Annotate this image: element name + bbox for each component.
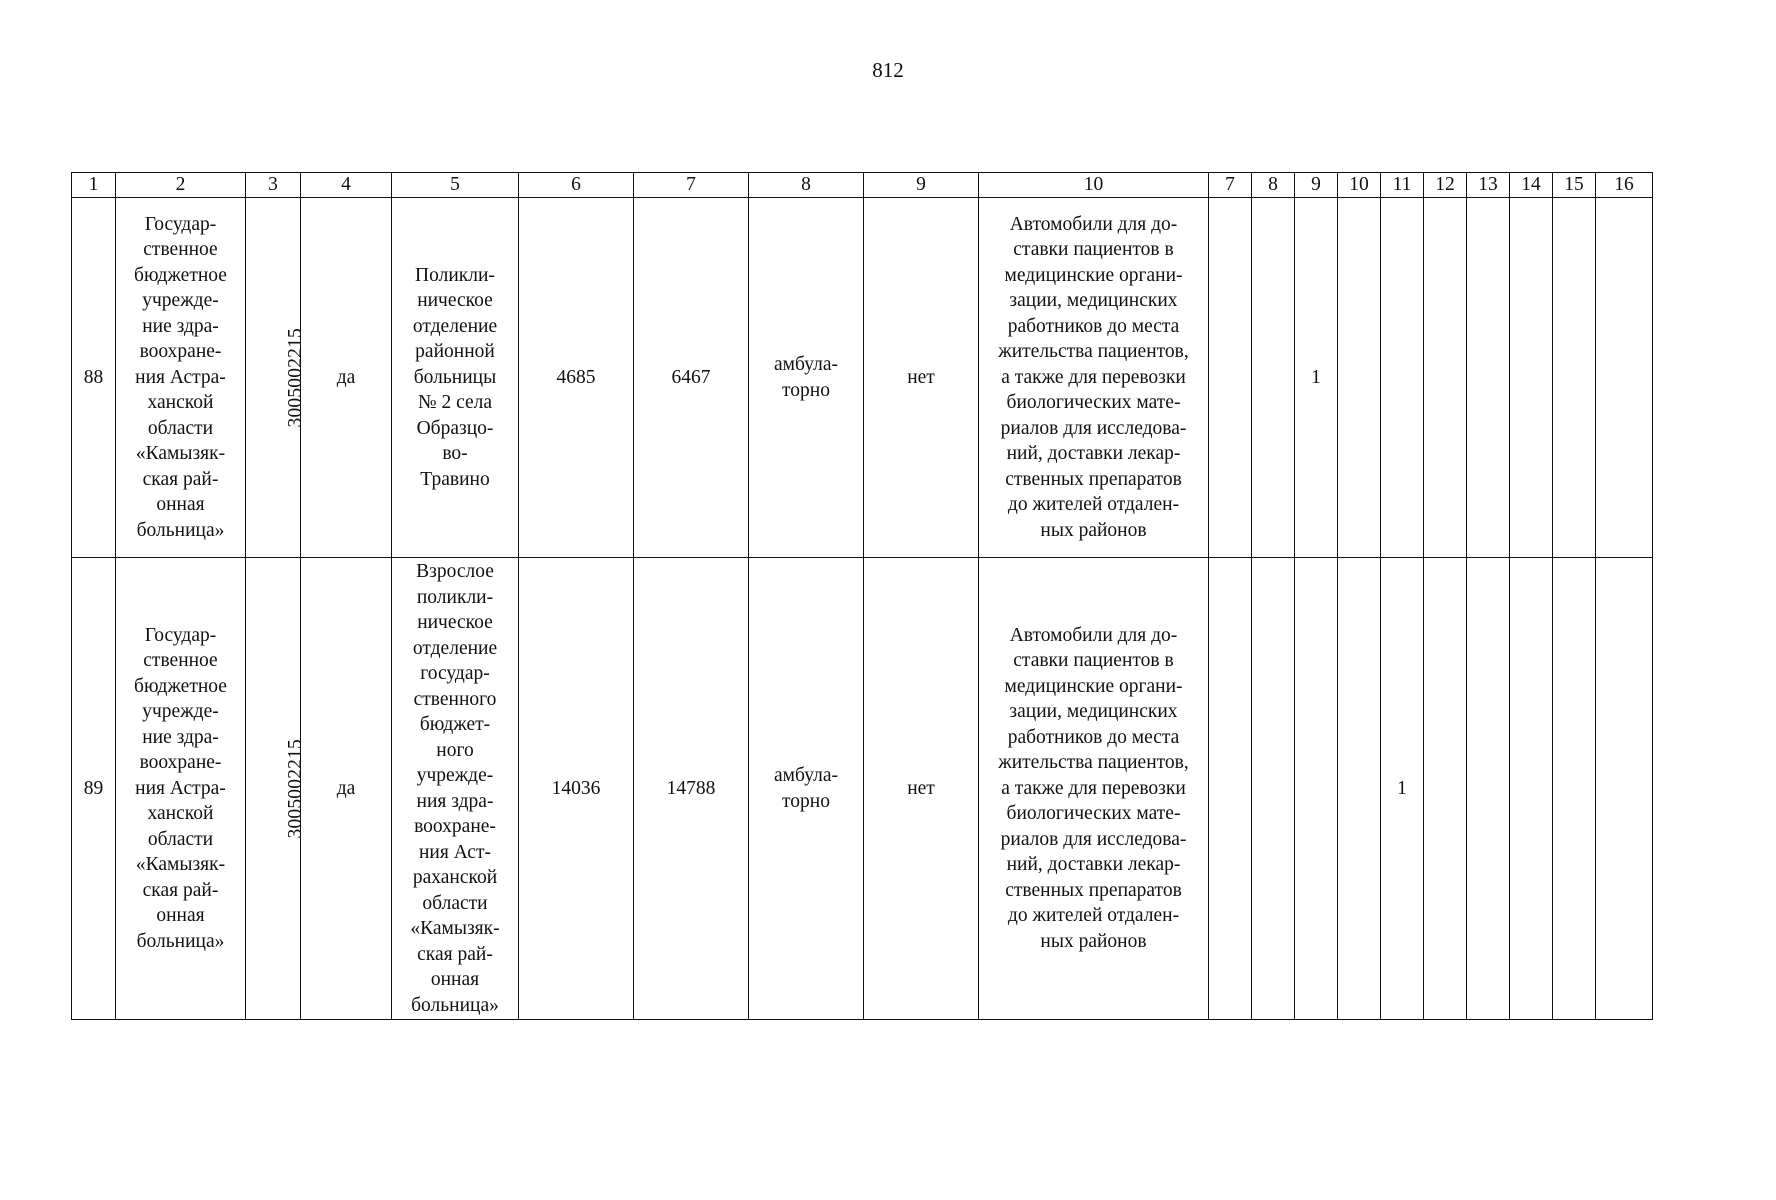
c14-cell <box>1510 198 1553 558</box>
value6-cell: 4685 <box>519 198 634 558</box>
c8-cell <box>1252 558 1295 1020</box>
c10-cell <box>1338 558 1381 1020</box>
flag-cell: да <box>301 198 392 558</box>
purpose-cell: Автомобили для до- ставки пациентов в медицинские органи- зации, медицинских работников до места жительства пациентов, а также для перевозки биологических мате- риалов для исследова- ний, доставки лекар- ственных препаратов до жителей отдален- ных районов <box>979 558 1209 1020</box>
unit-cell: Поликли- ническое отделение районной больницы № 2 села Образцо- во- Травино <box>392 198 519 558</box>
row-number-cell: 89 <box>72 558 116 1020</box>
c15-cell <box>1553 558 1596 1020</box>
answer-cell: нет <box>864 198 979 558</box>
header-cell: 9 <box>864 173 979 198</box>
c11-cell: 1 <box>1381 558 1424 1020</box>
code-cell <box>246 558 306 1020</box>
header-cell: 8 <box>1252 173 1295 198</box>
c14-cell <box>1510 558 1553 1020</box>
organization-cell: Государ- ственное бюджетное учрежде- ние здра- воохране- ния Астра- ханской области «Камызяк- ская рай- онная больница» <box>116 198 246 558</box>
c12-cell <box>1424 198 1467 558</box>
organization-cell: Государ- ственное бюджетное учрежде- ние здра- воохране- ния Астра- ханской области «Камызяк- ская рай- онная больница» <box>116 558 246 1020</box>
header-cell: 6 <box>519 173 634 198</box>
mode-cell: амбула- торно <box>749 198 864 558</box>
value6-cell: 14036 <box>519 558 634 1020</box>
c12-cell <box>1424 558 1467 1020</box>
header-cell: 10 <box>1338 173 1381 198</box>
mode-cell: амбула- торно <box>749 558 864 1020</box>
header-cell: 12 <box>1424 173 1467 198</box>
code-cell <box>246 198 306 558</box>
header-cell: 7 <box>634 173 749 198</box>
header-cell: 15 <box>1553 173 1596 198</box>
header-cell: 2 <box>116 173 246 198</box>
header-cell: 9 <box>1295 173 1338 198</box>
value7-cell: 6467 <box>634 198 749 558</box>
c9-cell <box>1295 558 1338 1020</box>
header-cell: 14 <box>1510 173 1553 198</box>
header-cell: 11 <box>1381 173 1424 198</box>
unit-cell: Взрослое поликли- ническое отделение государ- ственного бюджет- ного учрежде- ния здра- воохране- ния Аст- раханской области «Камызяк- ская рай- онная больница» <box>392 558 519 1020</box>
c13-cell <box>1467 198 1510 558</box>
c11-cell <box>1381 198 1424 558</box>
c9-cell: 1 <box>1295 198 1338 558</box>
value7-cell: 14788 <box>634 558 749 1020</box>
code-text: 3005002215 <box>285 327 306 428</box>
registry-table <box>71 172 1653 1020</box>
header-cell: 8 <box>749 173 864 198</box>
c7-cell <box>1209 558 1252 1020</box>
header-cell: 7 <box>1209 173 1252 198</box>
row-number-cell: 88 <box>72 198 116 558</box>
purpose-cell: Автомобили для до- ставки пациентов в медицинские органи- зации, медицинских работников до места жительства пациентов, а также для перевозки биологических мате- риалов для исследова- ний, доставки лекар- ственных препаратов до жителей отдален- ных районов <box>979 198 1209 558</box>
header-cell: 3 <box>246 173 301 198</box>
page-number: 812 <box>872 58 904 82</box>
header-cell: 5 <box>392 173 519 198</box>
code-text: 3005002215 <box>285 738 306 839</box>
c8-cell <box>1252 198 1295 558</box>
table-row <box>72 558 1653 1020</box>
header-cell: 4 <box>301 173 392 198</box>
flag-cell: да <box>301 558 392 1020</box>
table-header-row <box>72 173 1653 198</box>
header-cell: 10 <box>979 173 1209 198</box>
c7-cell <box>1209 198 1252 558</box>
c10-cell <box>1338 198 1381 558</box>
table-row <box>72 198 1653 558</box>
c16-cell <box>1596 558 1653 1020</box>
c15-cell <box>1553 198 1596 558</box>
c16-cell <box>1596 198 1653 558</box>
header-cell: 1 <box>72 173 116 198</box>
header-cell: 13 <box>1467 173 1510 198</box>
c13-cell <box>1467 558 1510 1020</box>
header-cell: 16 <box>1596 173 1653 198</box>
answer-cell: нет <box>864 558 979 1020</box>
